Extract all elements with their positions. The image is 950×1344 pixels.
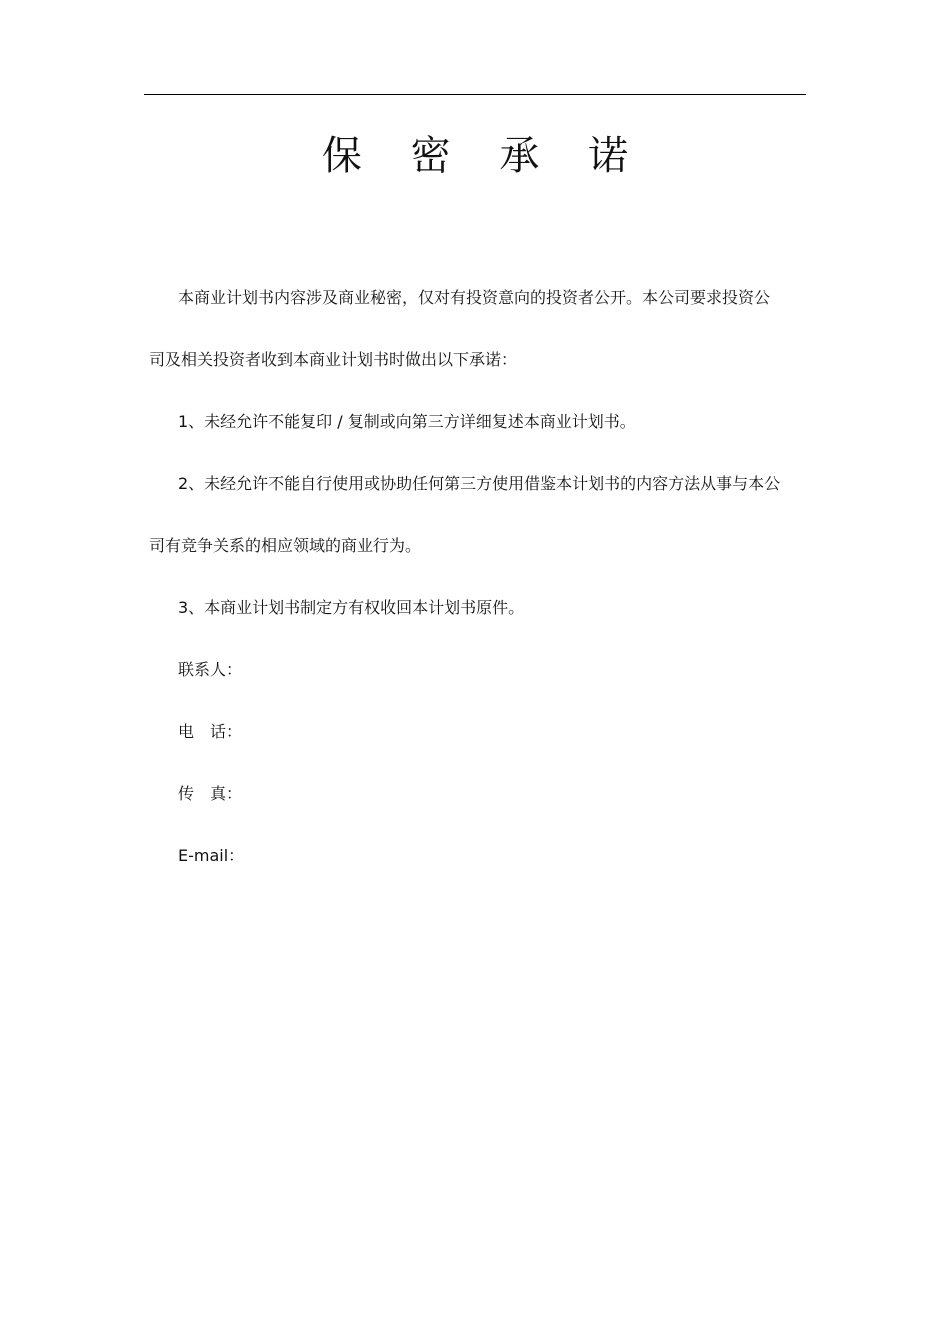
intro-line-1: 本商业计划书内容涉及商业秘密，仅对有投资意向的投资者公开。本公司要求投资公 — [178, 288, 771, 307]
commitment-item-2-line-1: 2、未经允许不能自行使用或协助任何第三方使用借鉴本计划书的内容方法从事与本公 — [178, 474, 781, 493]
page-title: 保 密 承 诺 — [321, 133, 647, 179]
intro-line-2: 司及相关投资者收到本商业计划书时做出以下承诺： — [149, 350, 518, 369]
contact-email-label: E-mail： — [178, 846, 245, 865]
commitment-item-2-line-2: 司有竞争关系的相应领域的商业行为。 — [149, 536, 422, 555]
commitment-item-1: 1、未经允许不能复印 / 复制或向第三方详细复述本商业计划书。 — [178, 412, 636, 431]
contact-person-label: 联系人： — [178, 660, 243, 679]
contact-fax-label: 传 真： — [178, 784, 243, 803]
commitment-item-3: 3、本商业计划书制定方有权收回本计划书原件。 — [178, 598, 525, 617]
header-rule — [144, 94, 806, 95]
contact-phone-label: 电 话： — [178, 722, 243, 741]
